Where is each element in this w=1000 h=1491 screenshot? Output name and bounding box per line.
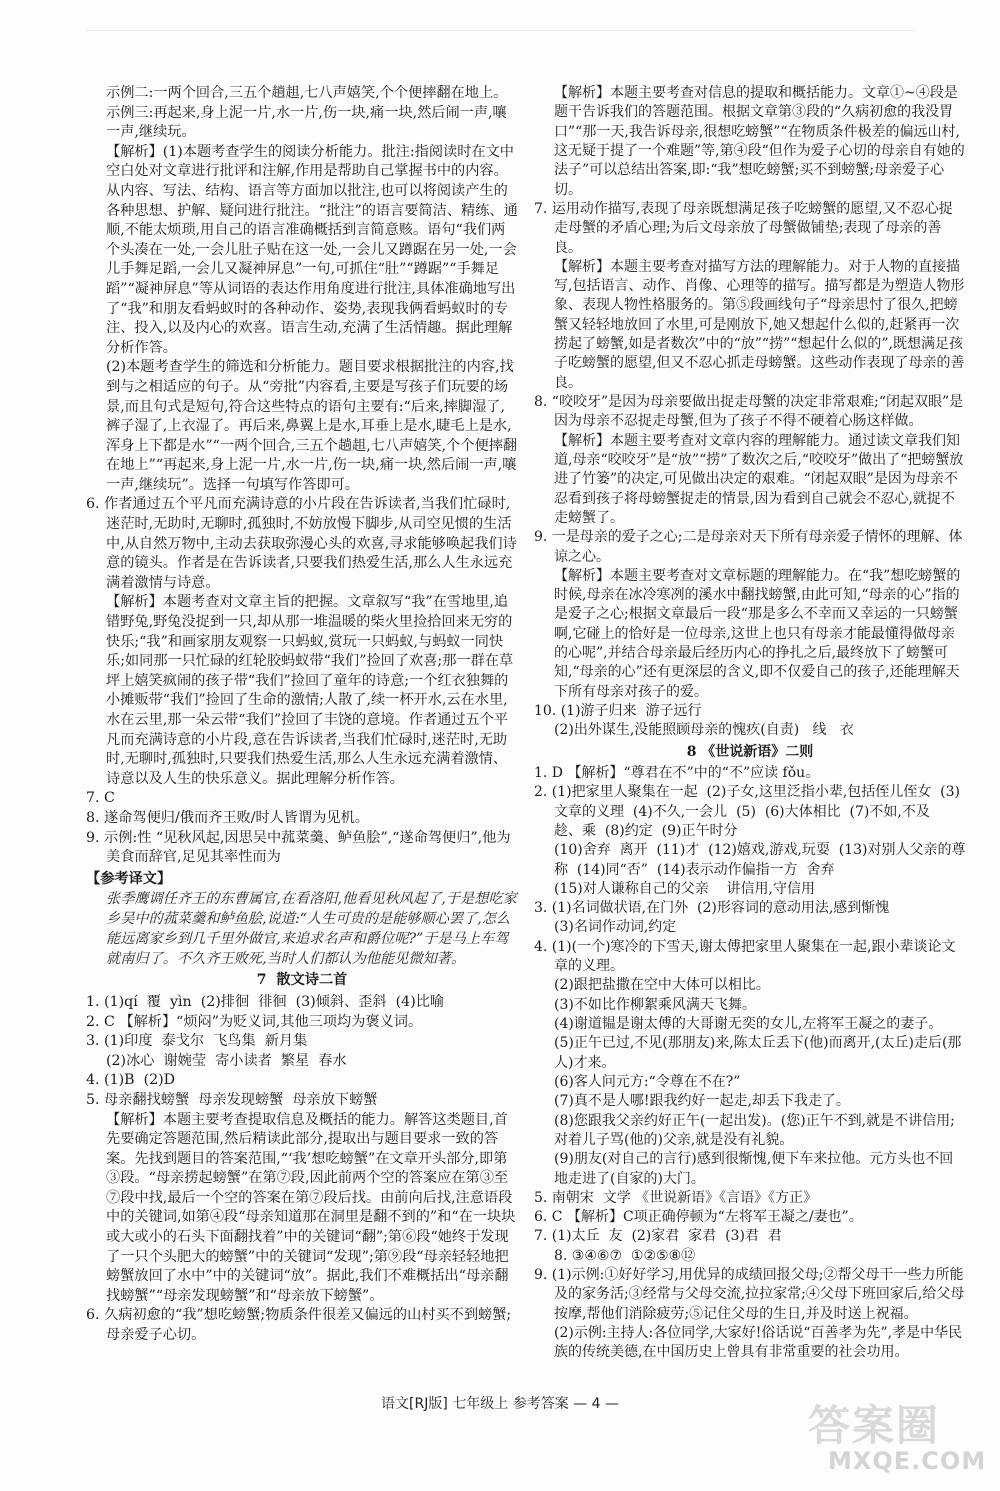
right-column-paragraph: (4)谢道韫是谢太傅的大哥谢无奕的女儿,左将军王凝之的妻子。 [554,1016,943,1032]
right-column-paragraph: (15)对人谦称自己的父亲 讲信用,守信用 [554,880,815,897]
left-column-paragraph: 【解析】(1)本题考查学生的阅读分析能力。批注:指阅读时在文中空白处对文章进行批评和注解,作用是帮助自己掌握书中的内容。从内容、写法、结构、语言等方面加以批注,也可以将阅读产生的各种思想、护解、疑问进行批注。“批注”的语言要简洁、精练、通顺,不能太烦琐,用自己的语言准确概括到言简意赅。语句“我们两个头凑在一处,一会儿肚子贴在这一处,一会儿又蹲踞在另一处,一会儿手舞足蹈,一会儿又凝神屏息”一句,可抓住“肚”“蹲踞”“手舞足蹈”“凝神屏息”等从词语的表达作用角度进行批注,具体准确地写出了“我”和朋友看蚂蚁时的各种动作、姿势,表现我俩看蚂蚁时的专注、投入,以及内心的欢喜。语言生动,充满了生活情趣。据此理解分析作答。 [106,143,518,356]
right-column-paragraph: 10. (1)游子归来 游子远行 [534,703,702,719]
right-column [534,84,966,1363]
left-column-paragraph: 7 散文诗二首 [256,972,348,989]
right-column-paragraph: (2)跟把盐撒在空中大体可以相比。 [554,977,770,994]
page-footer: 语文[RJ版] 七年级上 参考答案 — 4 — [381,1396,619,1412]
left-column-paragraph: 示例二:一两个回合,三五个趟趄,七八声嬉笑,个个便摔翻在地上。 [106,85,508,101]
right-column-paragraph: 【解析】本题主要考查对文章内容的理解能力。通过读文章我们知道,母亲“咬咬牙”是“放”“捞”了数次之后,“咬咬牙”做出了“把螃蟹放进了竹篓”的决定,可见做出决定的艰难。“闭起双眼”是因为母亲不忍看到孩子将母螃蟹捉走的情景,因为看到自己就会不忍心,就捉不走螃蟹了。 [554,432,964,526]
left-column-paragraph: 【解析】本题考查对文章主旨的把握。文章叙写“我”在雪地里,追错野兔,野兔没捉到一只,却从那一堆温暖的柴火里捡拾回来无穷的快乐;“我”和画家朋友观察一只蚂蚁,赏玩一只蚂蚁,与蚂蚁一同快乐;如同那一只忙碌的红轮胶蚂蚁带“我们”捡回了欢喜;那一群在草坪上嬉笑疯闹的孩子带“我们”捡回了童年的诗意;一个红衣独舞的小摊贩带“我们”捡回了生命的激情;人散了,续一杯开水,云在水里,水在云里,那一朵云带“我们”捡回了丰饶的意境。作者通过五个平凡而充满诗意的小片段,意在告诉读者,当我们忙碌时,迷茫时,无助时,无聊时,孤独时,只要我们热爱生活,那么人生永远充满着激情、诗意以及人生的快乐意义。据此理解分析作答。 [106,594,514,787]
left-column-paragraph: 2. C 【解析】“烦闷”为贬义词,其他三项均为褒义词。 [86,1013,423,1030]
left-column [86,84,518,1346]
right-column-paragraph: 9. (1)示例:①好好学习,用优异的成绩回报父母;②帮父母干一些力所能及的家务活;③经常与父母交流,拉拉家常;④父母下班回家后,给父母按摩,帮他们消除疲劳;⑤记住父母的生日,并及时送上祝福。 [534,1267,965,1322]
right-column-paragraph: 3. (1)名词做状语,在门外 (2)形容词的意动用法,感到惭愧 [534,900,890,917]
right-column-paragraph: (3)名词作动词,约定 [554,919,677,936]
right-column-paragraph: (9)朋友(对自己的言行)感到很惭愧,便下车来拉他。元方头也不回地走进了(自家的)大门。 [554,1151,954,1187]
left-column-paragraph: 8. 遂命驾便归/俄而齐王败/时人皆谓为见机。 [86,809,369,826]
right-column-paragraph: (5)正午已过,不见(那朋友)来,陈太丘丢下(他)而离开,(太丘)走后(那人)才来。 [554,1035,962,1071]
left-column-paragraph: 4. (1)B (2)D [86,1072,176,1089]
left-column-paragraph: 张季鹰调任齐王的东曹属官,在看洛阳,他看见秋风起了,于是想吃家乡吴中的菰菜羹和鲈鱼脍,说道:“人生可贵的是能够顺心罢了,怎么能远离家乡到几千里外做官,来追求名声和爵位呢?”于是马上车驾就南归了。不久齐王败死,当时人们都认为他能见微知著。 [106,891,517,968]
left-column-paragraph: (2)本题考查学生的筛选和分析能力。题目要求根据批注的内容,找到与之相适应的句子。从“旁批”内容看,主要是写孩子们玩要的场景,而且句式是短句,符合这些特点的语句主要有:“后来,摔脚湿了,裤子湿了,上衣湿了。再后来,鼻翼上是水,耳垂上是水,睫毛上是水,浑身上下都是水”“一两个回合,三五个趟趄,七八声嬉笑,个个便摔翻在地上”“再起来,身上泥一片,水一片,伤一块,痛一块,然后闹一声,嚷一声,继续玩”。选择一句填写作答即可。 [106,359,518,493]
right-column-paragraph: (3)不如比作柳絮乘风满天飞舞。 [554,996,756,1013]
left-column-paragraph: 1. (1)qí 覆 yìn (2)排徊 徘徊 (3)倾斜、歪斜 (4)比喻 [86,993,445,1010]
left-column-paragraph: 9. 示例:性 “见秋风起,因思吴中菰菜羹、鲈鱼脍”,“遂命驾便归”,他为美食而辞官,足见其率性而为 [86,829,511,866]
right-column-paragraph: 7. (1)太丘 友 (2)家君 家君 (3)君 君 [534,1228,782,1245]
left-column-paragraph: 3. (1)印度 泰戈尔 飞鸟集 新月集 [86,1033,308,1050]
watermark-line1: 答案圈 [808,1401,941,1450]
left-column-paragraph: 6. 久病初愈的“我”想吃螃蟹;物质条件很差又偏远的山村买不到螃蟹;母亲爱子心切。 [86,1307,512,1344]
right-column-paragraph: 【解析】本题主要考查对信息的提取和概括能力。文章①~④段是题干告诉我们的答题范围。根据文章第③段的“久病初愈的我没胃口”“那一天,我告诉母亲,很想吃螃蟹”“在物质条件极差的偏远山村,这无疑于提了一个难题”等,第④段“但作为爱子心切的母亲自有她的法子”可以总结出答案,即:“我”想吃螃蟹;买不到螃蟹;母亲爱子心切。 [554,85,965,198]
right-column-paragraph: 8. ③④⑥⑦ ①②⑤⑧⑫ [554,1247,696,1264]
right-column-paragraph: (10)舍弃 离开 (11)才 (12)嬉戏,游戏,玩耍 (13)对别人父亲的尊称 (14)同“否” (14)表示动作偏指一方 舍弃 [554,842,966,878]
right-column-paragraph: (6)客人问元方:“令尊在不在?” [554,1073,741,1090]
top-divider [86,30,916,31]
right-column-paragraph: 5. 南朝宋 文学 《世说新语》《言语》《方正》 [534,1189,818,1206]
right-column-paragraph: 8 《世说新语》二则 [686,743,814,760]
left-column-paragraph: 7. C [86,790,115,807]
left-column-paragraph: 【参考译文】 [86,870,172,887]
right-column-paragraph: 【解析】本题主要考查对文章标题的理解能力。在“我”想吃螃蟹的时候,母亲在冰冷寒冽的溪水中翻找螃蟹,由此可知,“母亲的心”指的是爱子之心;根据文章最后一段“那是多么不幸而又幸运的一只螃蟹啊,它碰上的恰好是一位母亲,这世上也只有母亲才能最懂得做母亲的心呢”,并结合母亲最后经历内心的挣扎之后,最终放下了螃蟹可知,“母亲的心”还有更深层的含义,即不仅爱自己的孩子,还能理解天下所有母亲对孩子的爱。 [554,567,961,700]
right-column-paragraph: 9. 一是母亲的爱子之心;二是母亲对天下所有母亲爱子情怀的理解、体谅之心。 [534,529,963,565]
right-column-paragraph: (8)您跟我父亲约好正午(一起出发)。(您)正午不到,就是不讲信用;对着儿子骂(他的)父亲,就是没有礼貌。 [554,1112,955,1148]
right-column-paragraph: 6. C 【解析】C项正确停顿为“左将军王凝之/妻也”。 [534,1209,863,1226]
right-column-paragraph: 7. 运用动作描写,表现了母亲既想满足孩子吃螃蟹的愿望,又不忍心捉走母蟹的矛盾心理;为后文母亲放了母蟹做铺垫;表现了母亲的善良。 [534,200,953,256]
left-column-paragraph: 示例三:再起来,身上泥一片,水一片,伤一块,痛一块,然后闹一声,嚷一声,继续玩。 [106,104,507,141]
right-column-paragraph: 4. (1)(一个)寒冷的下雪天,谢太傅把家里人聚集在一起,跟小辈谈论文章的义理。 [534,938,956,975]
left-column-paragraph: 5. 母亲翻找螃蟹 母亲发现螃蟹 母亲放下螃蟹 [86,1091,378,1108]
right-column-paragraph: (2)示例:主持人:各位同学,大家好!俗话说“百善孝为先”,孝是中华民族的传统美德,在中国历史上曾具有非常重要的社会功用。 [554,1325,963,1361]
right-column-paragraph: 【解析】本题主要考查对描写方法的理解能力。对于人物的直接描写,包括语言、动作、肖像、心理等的描写。描写都是为塑造人物形象、表现人物性格服务的。第⑤段画线句子“母亲思忖了很久,把螃蟹又轻轻地放回了水里,可是刚放下,她又想起什么似的,赶紧再一次捞起了螃蟹,如是者数次”中的“放”“捞”“想起什么似的”,既想满足孩子吃螃蟹的愿望,但又不忍心抓走母螃蟹。这些动作表现了母亲的善良。 [554,258,965,391]
right-column-paragraph: 2. (1)把家里人聚集在一起 (2)子女,这里泛指小辈,包括侄儿侄女 (3)文章的义理 (4)不久,一会儿 (5) (6)大体相比 (7)不如,不及 趁、乘 (8)约定 (9)正午时分 [534,784,961,839]
watermark-logo [782,1391,987,1481]
left-column-paragraph: 6. 作者通过五个平凡而充满诗意的小片段在告诉读者,当我们忙碌时,迷茫时,无助时,无聊时,孤独时,不妨放慢下脚步,从司空见惯的生活中,从自然万物中,主动去获取弥漫心头的欢喜,寻求能够唤起我们诗意的镜头。作者是在告诉读者,只要我们热爱生活,那么人生永远充满着激情与诗意。 [86,496,517,591]
right-column-paragraph: 8. “咬咬牙”是因为母亲要做出捉走母蟹的决定非常艰难;“闭起双眼”是因为母亲不忍捉走母蟹,但为了孩子不得不硬着心肠这样做。 [534,394,964,430]
right-column-paragraph: 1. D 【解析】“尊君在不”中的“不”应读 fǒu。 [534,764,820,781]
left-column-paragraph: (2)冰心 谢婉莹 寄小读者 繁星 春水 [106,1052,347,1069]
right-column-paragraph: (7)真不是人哪!跟我约好一起走,却丢下我走了。 [554,1093,850,1110]
right-column-paragraph: (2)出外谋生,没能照顾母亲的愧疚(自责) 线 衣 [554,722,854,739]
left-column-paragraph: 【解析】本题主要考查提取信息及概括的能力。解答这类题目,首先要确定答题范围,然后精读此部分,提取出与题目要求一致的答案。先找到题目的答案范围,“‘我’想吃螃蟹”在文章开头部分,即第③段。“母亲捞起螃蟹”在第⑦段,因此前两个空的答案应在第③至⑦段中找,最后一个空的答案在第⑦段后找。由前向后找,注意语段中的关键词,如第④段“母亲知道那在洞里是翻不到的”和“在一块块或大或小的石头下面翻找着”中的关键词“翻”;第⑥段“她终于发现了一只个头肥大的螃蟹”中的关键词“发现”;第⑨段“母亲轻轻地把螃蟹放回了水中”中的关键词“放”。据此,我们不难概括出“母亲翻找螃蟹”“母亲发现螃蟹”和“母亲放下螃蟹”。 [106,1111,516,1304]
watermark-line2: MXQE.COM [828,1447,987,1475]
